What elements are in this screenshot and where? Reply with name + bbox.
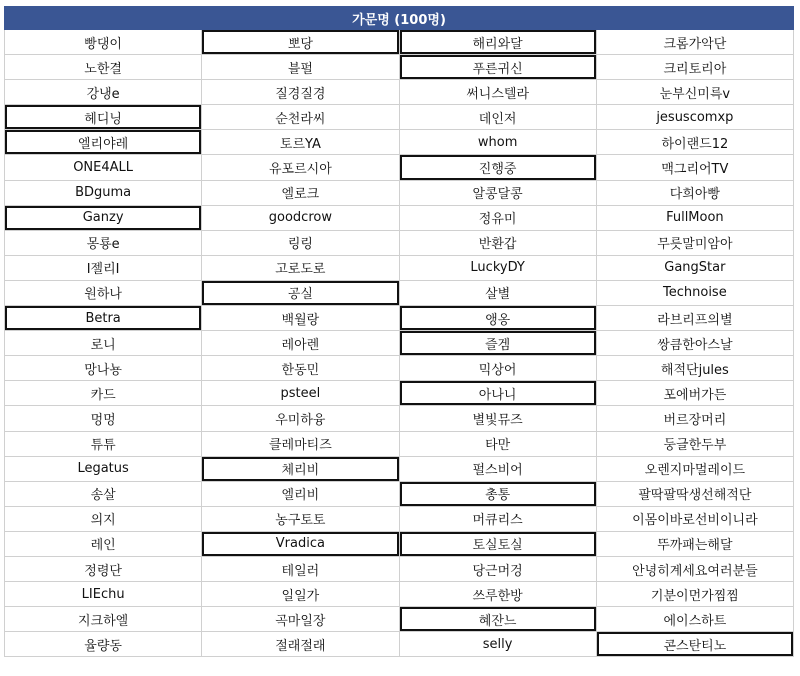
- member-name-cell: 튜튜: [5, 431, 202, 456]
- table-row: [5, 55, 794, 80]
- table-row: [5, 280, 794, 305]
- member-name-cell: jesuscomxp: [596, 105, 793, 130]
- member-name-cell: LIEchu: [5, 582, 202, 607]
- member-name-cell: 정유미: [399, 205, 596, 230]
- member-name-cell: 쓰루한방: [399, 582, 596, 607]
- member-name-cell: LuckyDY: [399, 255, 596, 280]
- table-row: [5, 356, 794, 381]
- table-row: [5, 180, 794, 205]
- member-name-cell: 데인저: [399, 105, 596, 130]
- member-name-cell: Vradica: [202, 531, 399, 556]
- member-name-cell: Technoise: [596, 280, 793, 305]
- table-row: [5, 155, 794, 180]
- member-name-cell: 송살: [5, 481, 202, 506]
- table-title: 가문명 (100명): [5, 7, 794, 30]
- member-name-cell: 백월랑: [202, 306, 399, 331]
- roster-body: [5, 30, 794, 657]
- member-name-cell: 해적단jules: [596, 356, 793, 381]
- table-row: [5, 406, 794, 431]
- member-name-cell: 펄스비어: [399, 456, 596, 481]
- member-name-cell: 멍멍: [5, 406, 202, 431]
- table-row: [5, 331, 794, 356]
- member-name-cell: 별빛뮤즈: [399, 406, 596, 431]
- member-name-cell: 한동민: [202, 356, 399, 381]
- member-name-cell: 일일가: [202, 582, 399, 607]
- member-name-cell: 토실토실: [399, 531, 596, 556]
- table-row: [5, 80, 794, 105]
- member-name-cell: 머큐리스: [399, 506, 596, 531]
- member-name-cell: 클레마티즈: [202, 431, 399, 456]
- member-name-cell: 크리토리아: [596, 55, 793, 80]
- member-name-cell: 망나뇽: [5, 356, 202, 381]
- member-name-cell: 질경질경: [202, 80, 399, 105]
- member-name-cell: 레아렌: [202, 331, 399, 356]
- member-name-cell: 당근머겅: [399, 556, 596, 581]
- table-row: [5, 582, 794, 607]
- member-name-cell: 써니스텔라: [399, 80, 596, 105]
- member-name-cell: 카드: [5, 381, 202, 406]
- member-name-cell: 기분이먼가찜찜: [596, 582, 793, 607]
- member-name-cell: selly: [399, 632, 596, 657]
- member-name-cell: 정령단: [5, 556, 202, 581]
- header-row: [5, 7, 794, 30]
- member-name-cell: 노한결: [5, 55, 202, 80]
- member-name-cell: 라브리프의별: [596, 306, 793, 331]
- member-name-cell: ONE4ALL: [5, 155, 202, 180]
- member-name-cell: 공실: [202, 280, 399, 305]
- member-name-cell: psteel: [202, 381, 399, 406]
- member-name-cell: 엘로크: [202, 180, 399, 205]
- member-name-cell: 하이랜드12: [596, 130, 793, 155]
- table-row: [5, 255, 794, 280]
- member-name-cell: 안녕히계세요여러분들: [596, 556, 793, 581]
- member-name-cell: 해리와달: [399, 30, 596, 55]
- member-name-cell: 블펄: [202, 55, 399, 80]
- table-row: [5, 381, 794, 406]
- member-name-cell: Legatus: [5, 456, 202, 481]
- member-name-cell: 다희아빵: [596, 180, 793, 205]
- member-name-cell: 진행중: [399, 155, 596, 180]
- member-name-cell: 알콩달콩: [399, 180, 596, 205]
- member-name-cell: FullMoon: [596, 205, 793, 230]
- member-name-cell: 앵옹: [399, 306, 596, 331]
- member-name-cell: 콘스탄티노: [596, 632, 793, 657]
- table-row: [5, 531, 794, 556]
- member-name-cell: 링링: [202, 230, 399, 255]
- member-name-cell: 우미하융: [202, 406, 399, 431]
- member-name-cell: 팔딱팔딱생선해적단: [596, 481, 793, 506]
- member-name-cell: 버르장머리: [596, 406, 793, 431]
- member-name-cell: 뚜까패는해달: [596, 531, 793, 556]
- member-name-cell: 율량동: [5, 632, 202, 657]
- member-name-cell: 레인: [5, 531, 202, 556]
- member-name-cell: 강냉e: [5, 80, 202, 105]
- member-name-cell: 에이스하트: [596, 607, 793, 632]
- member-name-cell: 쌍큼한아스날: [596, 331, 793, 356]
- member-name-cell: 뽀당: [202, 30, 399, 55]
- member-name-cell: 몽룡e: [5, 230, 202, 255]
- table-row: [5, 230, 794, 255]
- table-row: [5, 205, 794, 230]
- table-row: [5, 306, 794, 331]
- member-name-cell: 로니: [5, 331, 202, 356]
- member-name-cell: 무릇말미암아: [596, 230, 793, 255]
- table-row: [5, 431, 794, 456]
- member-name-cell: 헤디닝: [5, 105, 202, 130]
- member-name-cell: 순천라씨: [202, 105, 399, 130]
- member-name-cell: 유포르시아: [202, 155, 399, 180]
- member-name-cell: 엘리비: [202, 481, 399, 506]
- member-name-cell: 반환갑: [399, 230, 596, 255]
- table-row: [5, 456, 794, 481]
- member-name-cell: 이몸이바로선비이니라: [596, 506, 793, 531]
- member-name-cell: 테일러: [202, 556, 399, 581]
- member-name-cell: 총통: [399, 481, 596, 506]
- member-name-cell: 아나니: [399, 381, 596, 406]
- member-name-cell: 의지: [5, 506, 202, 531]
- member-name-cell: GangStar: [596, 255, 793, 280]
- member-name-cell: 절래절래: [202, 632, 399, 657]
- table-row: [5, 556, 794, 581]
- table-row: [5, 105, 794, 130]
- member-name-cell: goodcrow: [202, 205, 399, 230]
- member-name-cell: 곡마일장: [202, 607, 399, 632]
- member-name-cell: 믹상어: [399, 356, 596, 381]
- member-name-cell: 즐겜: [399, 331, 596, 356]
- member-name-cell: 혜잔느: [399, 607, 596, 632]
- member-name-cell: I젤리I: [5, 255, 202, 280]
- guild-roster-table: [4, 6, 794, 657]
- member-name-cell: Betra: [5, 306, 202, 331]
- member-name-cell: 지크하엘: [5, 607, 202, 632]
- member-name-cell: 오렌지마멀레이드: [596, 456, 793, 481]
- member-name-cell: 빵댕이: [5, 30, 202, 55]
- member-name-cell: 살별: [399, 280, 596, 305]
- member-name-cell: Ganzy: [5, 205, 202, 230]
- table-row: [5, 607, 794, 632]
- member-name-cell: 크롬가악단: [596, 30, 793, 55]
- table-row: [5, 130, 794, 155]
- member-name-cell: BDguma: [5, 180, 202, 205]
- member-name-cell: 포에버가든: [596, 381, 793, 406]
- member-name-cell: 체리비: [202, 456, 399, 481]
- member-name-cell: 맥그리어TV: [596, 155, 793, 180]
- member-name-cell: 농구토토: [202, 506, 399, 531]
- member-name-cell: 눈부신미륵v: [596, 80, 793, 105]
- member-name-cell: 둥글한두부: [596, 431, 793, 456]
- table-row: [5, 632, 794, 657]
- member-name-cell: 푸른귀신: [399, 55, 596, 80]
- table-row: [5, 481, 794, 506]
- table-row: [5, 30, 794, 55]
- member-name-cell: whom: [399, 130, 596, 155]
- member-name-cell: 토르YA: [202, 130, 399, 155]
- member-name-cell: 타만: [399, 431, 596, 456]
- member-name-cell: 원하나: [5, 280, 202, 305]
- table-row: [5, 506, 794, 531]
- member-name-cell: 고로도로: [202, 255, 399, 280]
- member-name-cell: 엘리야레: [5, 130, 202, 155]
